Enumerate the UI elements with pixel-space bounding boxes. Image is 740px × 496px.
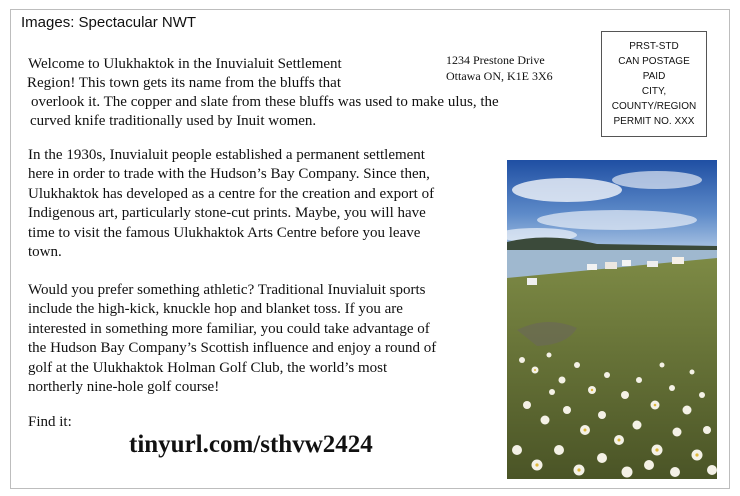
house [605, 262, 617, 269]
postage-indicia [601, 31, 707, 137]
intro-line: Welcome to Ulukhaktok in the Inuvialuit Settlement [28, 56, 342, 72]
tinyurl-link[interactable]: tinyurl.com/sthvw2424 [129, 431, 373, 458]
stamp-line: PRST-STD [629, 41, 679, 52]
address-line-2: Ottawa ON, K1E 3X6 [446, 69, 553, 83]
cloud [612, 171, 702, 189]
stamp-line: PAID [642, 71, 666, 82]
stamp-line: CAN POSTAGE [618, 56, 690, 67]
house [647, 261, 658, 267]
cloud [512, 178, 622, 202]
intro-line: Region! This town gets its name from the bluffs that [27, 75, 341, 91]
history-line: Ulukhaktok has developed as a centre for the creation and export of [28, 185, 435, 202]
cloud [537, 210, 697, 230]
history-paragraph [28, 146, 434, 262]
intro-line: curved knife traditionally used by Inuit women. [30, 113, 317, 129]
sports-line: interested in something more familiar, you could take advantage of [28, 320, 430, 337]
intro-line: overlook it. The copper and slate from these bluffs was used to make ulus, the [31, 94, 499, 110]
find-it-label: Find it: [28, 414, 72, 430]
house [672, 257, 684, 264]
history-line: Indigenous art, particularly stone-cut prints. Maybe, you will have [28, 205, 426, 222]
house [622, 260, 631, 266]
history-line: In the 1930s, Inuvialuit people established a permanent settlement [28, 147, 425, 163]
return-address [446, 52, 553, 84]
sports-line: the Hudson Bay Company’s Scottish influence and enjoy a round of [28, 340, 437, 357]
header-title: Images: Spectacular NWT [21, 14, 197, 31]
house [587, 264, 597, 270]
history-line: town. [28, 244, 62, 261]
stamp-line: CITY, [641, 86, 667, 97]
stamp-line: PERMIT NO. XXX [613, 116, 695, 127]
sports-line: golf at the Ulukhaktok Holman Golf Club, the world’s most [28, 359, 388, 376]
sports-paragraph [28, 281, 436, 397]
ulukhaktok-landscape-photo [507, 160, 717, 479]
sports-line: Would you prefer something athletic? Traditional Inuvialuit sports [28, 282, 426, 298]
address-line-1: 1234 Prestone Drive [446, 53, 545, 67]
sports-line: northerly nine-hole golf course! [28, 379, 220, 396]
shoreline [507, 258, 717, 479]
stamp-line: COUNTY/REGION [611, 101, 697, 112]
house [527, 278, 537, 285]
sports-line: include the high-kick, knuckle hop and blanket toss. If you are [28, 301, 403, 318]
history-line: here in order to trade with the Hudson’s Bay Company. Since then, [28, 166, 430, 183]
history-line: time to visit the famous Ulukhaktok Arts Centre before you leave [28, 224, 421, 241]
